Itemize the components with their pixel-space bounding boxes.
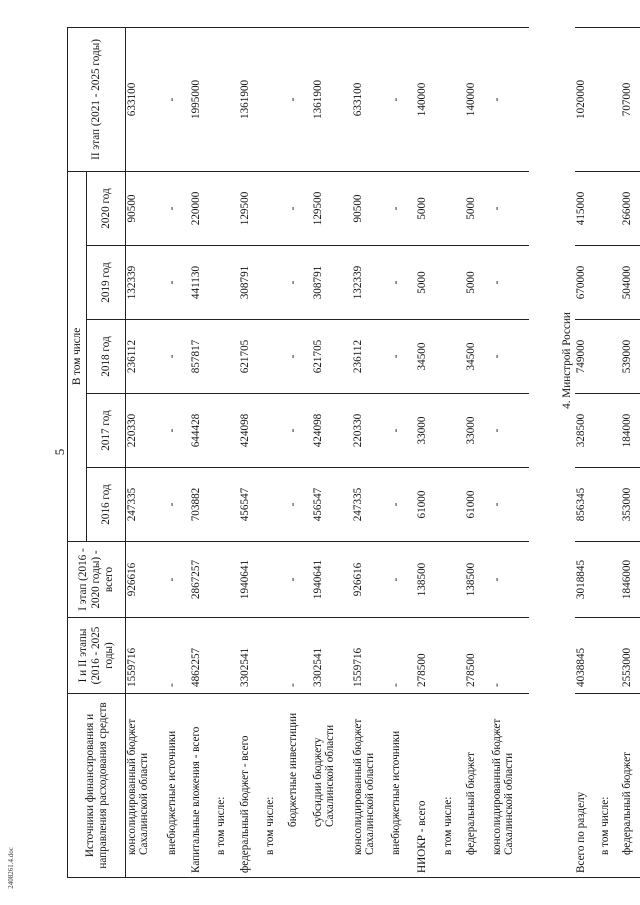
row-label: НИОКР - всего: [416, 694, 442, 878]
cell-value: 34500: [465, 320, 491, 394]
table-row: [621, 27, 640, 877]
header-stage1: I этап (2016 - 2020 годы) - всего: [68, 542, 126, 618]
cell-value: [442, 27, 465, 171]
cell-value: [264, 27, 287, 171]
cell-value: 2867257: [190, 542, 215, 618]
section-title: 4. Минстрой России: [561, 312, 574, 409]
cell-value: -: [287, 394, 312, 468]
file-footer: 2408261.4.doc: [7, 847, 15, 889]
row-label: консолидированный бюджет Сахалинской области: [126, 694, 166, 878]
cell-value: 1361900: [239, 27, 264, 171]
row-label: федеральный бюджет: [621, 694, 640, 878]
cell-value: 1020000: [575, 27, 599, 171]
cell-value: -: [390, 246, 416, 320]
header-2018: 2018 год: [87, 320, 126, 394]
cell-value: 247335: [126, 468, 166, 542]
row-label: в том числе:: [215, 694, 239, 878]
table-row: [390, 27, 416, 877]
cell-value: [599, 171, 621, 245]
cell-value: 220000: [190, 171, 215, 245]
cell-value: [264, 320, 287, 394]
cell-value: 926616: [352, 542, 390, 618]
cell-value: [442, 542, 465, 618]
row-label: в том числе:: [442, 694, 465, 878]
cell-value: 707000: [621, 27, 640, 171]
cell-value: 247335: [352, 468, 390, 542]
cell-value: 61000: [465, 468, 491, 542]
cell-value: 856345: [575, 468, 599, 542]
row-label: консолидированный бюджет Сахалинской области: [491, 694, 529, 878]
cell-value: 220330: [126, 394, 166, 468]
cell-value: -: [287, 542, 312, 618]
cell-value: 266000: [621, 171, 640, 245]
cell-value: [264, 394, 287, 468]
table-row: [491, 27, 529, 877]
cell-value: [442, 320, 465, 394]
cell-value: [442, 618, 465, 694]
header-2020: 2020 год: [87, 171, 126, 245]
table-row: [575, 27, 599, 877]
table-row: [264, 27, 287, 877]
cell-value: 644428: [190, 394, 215, 468]
cell-value: -: [390, 320, 416, 394]
cell-value: 4038845: [575, 618, 599, 694]
cell-value: [215, 171, 239, 245]
table-row: [287, 27, 312, 877]
row-label: внебюджетные источники: [166, 694, 190, 878]
cell-value: [264, 468, 287, 542]
cell-value: 633100: [126, 27, 166, 171]
cell-value: 140000: [465, 27, 491, 171]
cell-value: 353000: [621, 468, 640, 542]
cell-value: 415000: [575, 171, 599, 245]
cell-value: 236112: [352, 320, 390, 394]
cell-value: 857817: [190, 320, 215, 394]
financing-table: [67, 27, 640, 878]
cell-value: -: [390, 542, 416, 618]
table-row: [416, 27, 442, 877]
cell-value: [599, 618, 621, 694]
cell-value: -: [491, 171, 529, 245]
cell-value: 1846000: [621, 542, 640, 618]
cell-value: 3018845: [575, 542, 599, 618]
cell-value: [264, 542, 287, 618]
cell-value: 441130: [190, 246, 215, 320]
cell-value: 1361900: [312, 27, 352, 171]
cell-value: 129500: [312, 171, 352, 245]
row-label: Всего по разделу: [575, 694, 599, 878]
cell-value: -: [287, 618, 312, 694]
cell-value: [599, 468, 621, 542]
cell-value: -: [390, 468, 416, 542]
cell-value: 90500: [352, 171, 390, 245]
cell-value: 132339: [352, 246, 390, 320]
cell-value: 3302541: [312, 618, 352, 694]
section-spacer: [529, 694, 575, 878]
cell-value: 621705: [239, 320, 264, 394]
cell-value: 34500: [416, 320, 442, 394]
cell-value: -: [166, 618, 190, 694]
cell-value: 670000: [575, 246, 599, 320]
table-header: [68, 27, 126, 877]
cell-value: 456547: [239, 468, 264, 542]
table-row: [352, 27, 390, 877]
cell-value: -: [166, 468, 190, 542]
cell-value: -: [166, 394, 190, 468]
cell-value: 1559716: [352, 618, 390, 694]
cell-value: -: [491, 618, 529, 694]
cell-value: 5000: [416, 246, 442, 320]
cell-value: [264, 246, 287, 320]
row-label: федеральный бюджет - всего: [239, 694, 264, 878]
cell-value: -: [166, 171, 190, 245]
cell-value: -: [166, 27, 190, 171]
table-row: [215, 27, 239, 877]
cell-value: 633100: [352, 27, 390, 171]
cell-value: -: [491, 246, 529, 320]
cell-value: -: [491, 394, 529, 468]
cell-value: [599, 320, 621, 394]
header-2019: 2019 год: [87, 246, 126, 320]
row-label: Капитальные вложения - всего: [190, 694, 215, 878]
cell-value: 138500: [416, 542, 442, 618]
cell-value: 1559716: [126, 618, 166, 694]
cell-value: 132339: [126, 246, 166, 320]
header-2016: 2016 год: [87, 468, 126, 542]
cell-value: [599, 246, 621, 320]
cell-value: 424098: [312, 394, 352, 468]
table-row: [312, 27, 352, 877]
row-label: консолидированный бюджет Сахалинской области: [352, 694, 390, 878]
cell-value: -: [287, 27, 312, 171]
cell-value: 424098: [239, 394, 264, 468]
cell-value: 749000: [575, 320, 599, 394]
cell-value: [442, 246, 465, 320]
cell-value: 5000: [465, 246, 491, 320]
cell-value: [442, 394, 465, 468]
cell-value: [264, 618, 287, 694]
cell-value: 138500: [465, 542, 491, 618]
row-label: внебюджетные источники: [390, 694, 416, 878]
cell-value: -: [287, 246, 312, 320]
cell-value: 539000: [621, 320, 640, 394]
cell-value: [215, 246, 239, 320]
table-row: [599, 27, 621, 877]
table-row: [465, 27, 491, 877]
cell-value: [599, 542, 621, 618]
cell-value: 5000: [465, 171, 491, 245]
cell-value: -: [287, 171, 312, 245]
cell-value: [599, 27, 621, 171]
cell-value: 90500: [126, 171, 166, 245]
cell-value: -: [491, 542, 529, 618]
header-stage2: II этап (2021 - 2025 годы): [68, 27, 126, 171]
cell-value: -: [287, 468, 312, 542]
cell-value: -: [491, 320, 529, 394]
cell-value: 456547: [312, 468, 352, 542]
cell-value: [215, 468, 239, 542]
page-number: 5: [52, 448, 67, 456]
cell-value: 278500: [416, 618, 442, 694]
cell-value: [215, 27, 239, 171]
section-row: [529, 27, 575, 877]
table-body: [126, 27, 640, 877]
table-row: [239, 27, 264, 877]
header-total: I и II этапы (2016 - 2025 годы): [68, 618, 126, 694]
row-label: в том числе:: [599, 694, 621, 878]
cell-value: [215, 542, 239, 618]
cell-value: [442, 468, 465, 542]
cell-value: [599, 394, 621, 468]
cell-value: 504000: [621, 246, 640, 320]
cell-value: 129500: [239, 171, 264, 245]
cell-value: [215, 618, 239, 694]
cell-value: -: [166, 542, 190, 618]
cell-value: 33000: [465, 394, 491, 468]
cell-value: 140000: [416, 27, 442, 171]
cell-value: 2553000: [621, 618, 640, 694]
rotated-table-container: [67, 28, 633, 878]
cell-value: 61000: [416, 468, 442, 542]
cell-value: 1940641: [312, 542, 352, 618]
cell-value: 184000: [621, 394, 640, 468]
row-label: субсидии бюджету Сахалинской области: [312, 694, 352, 878]
cell-value: 621705: [312, 320, 352, 394]
cell-value: 328500: [575, 394, 599, 468]
cell-value: 3302541: [239, 618, 264, 694]
cell-value: [215, 394, 239, 468]
table-row: [126, 27, 166, 877]
cell-value: -: [390, 618, 416, 694]
header-source: Источники финансирования и направления расходования средств: [68, 694, 126, 878]
cell-value: 278500: [465, 618, 491, 694]
cell-value: 5000: [416, 171, 442, 245]
cell-value: 1940641: [239, 542, 264, 618]
table-row: [190, 27, 215, 877]
cell-value: 926616: [126, 542, 166, 618]
cell-value: 1995000: [190, 27, 215, 171]
table-row: [166, 27, 190, 877]
cell-value: [442, 171, 465, 245]
cell-value: -: [390, 171, 416, 245]
row-label: в том числе:: [264, 694, 287, 878]
cell-value: -: [166, 320, 190, 394]
cell-value: 4862257: [190, 618, 215, 694]
cell-value: [215, 320, 239, 394]
cell-value: -: [287, 320, 312, 394]
header-2017: 2017 год: [87, 394, 126, 468]
cell-value: -: [390, 27, 416, 171]
row-label: федеральный бюджет: [465, 694, 491, 878]
header-including: В том числе: [68, 171, 87, 541]
cell-value: -: [491, 27, 529, 171]
cell-value: -: [166, 246, 190, 320]
cell-value: -: [390, 394, 416, 468]
row-label: бюджетные инвестиции: [287, 694, 312, 878]
table-row: [442, 27, 465, 877]
cell-value: 236112: [126, 320, 166, 394]
cell-value: 703882: [190, 468, 215, 542]
cell-value: 308791: [312, 246, 352, 320]
cell-value: 220330: [352, 394, 390, 468]
cell-value: 33000: [416, 394, 442, 468]
cell-value: -: [491, 468, 529, 542]
cell-value: [264, 171, 287, 245]
cell-value: 308791: [239, 246, 264, 320]
